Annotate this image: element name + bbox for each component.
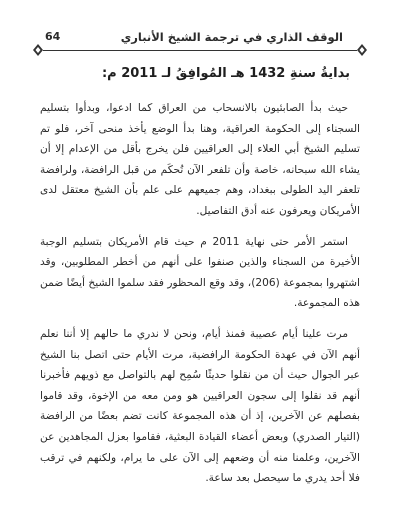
paragraph: استمر الأمر حتى نهاية 2011 م حيث قام الأمريكان بتسليم الوجبة الأخيرة من السجناء والذين صنفوا على أنهم من أخطر المطلوبين، وقد اشتهروا بمجموعة (206)، وقد وقع المحظور فقد سلموا الشيخ أيضًا ضمن هذه المجموعة. bbox=[40, 235, 360, 310]
running-header-title: الوقف الذاري في ترجمة الشيخ الأنباري bbox=[120, 30, 343, 44]
section-heading: بدايةُ سنةِ 1432 هـ المُوافِقُ لـ 2011 م: bbox=[101, 66, 350, 81]
diamond-ornament-icon bbox=[33, 44, 43, 56]
paragraph: مرت علينا أيام عصيبة فمنذ أيام، ونحن لا ندري ما حالهم إلا أننا نعلم أنهم الآن في عهدة الحكومة الرافضية، مرت الأيام حتى اتصل بنا الشيخ عبر الجوال حيث أن من نقلوا حديثًا سُمِح لهم بالتواصل مع ذويهم فأخبرنا أنهم قد نقلوا إلى سجون العراقيين هو ومن معه من الإخوة، وقد قاموا بفصلهم عن الآخرين، إذ أن هذه المجموعة كانت تضم بعضًا من الرافضة (التيار الصدري) وبعض أعضاء القيادة البعثية، فقاموا بعزل المجاهدين عن الآخرين، وعلمنا منه أن وضعهم إلى الآن على ما يرام، ولكنهم في ترقب فلا أحد يدري ما سيحصل بعد ساعة. bbox=[40, 327, 360, 485]
body-text bbox=[40, 98, 360, 499]
header-divider bbox=[43, 50, 357, 51]
page-header bbox=[35, 30, 365, 54]
page-number: 64 bbox=[45, 30, 61, 43]
paragraph: حيث بدأ الصابئيون بالانسحاب من العراق كما ادعوا، وبدأوا بتسليم السجناء إلى الحكومة العراقية، وهنا بدأ الوضع يأخذ منحى آخر، فلو تم تسليم الشيخ أبي العلاء إلى العراقيين فلن يخرج بأقل من الإعدام إلا أن يشاء الله سبحانه، خاصة وأن تلفعر الآن تُحكَم من قبل الرافضة، ولرافضة تلعفر اليد الطولى ببغداد، وهم جميعهم على علم بأن الشيخ معتقل لدى الأمريكان ويعرفون عنه أدق التفاصيل. bbox=[40, 102, 360, 217]
diamond-ornament-icon bbox=[357, 44, 367, 56]
